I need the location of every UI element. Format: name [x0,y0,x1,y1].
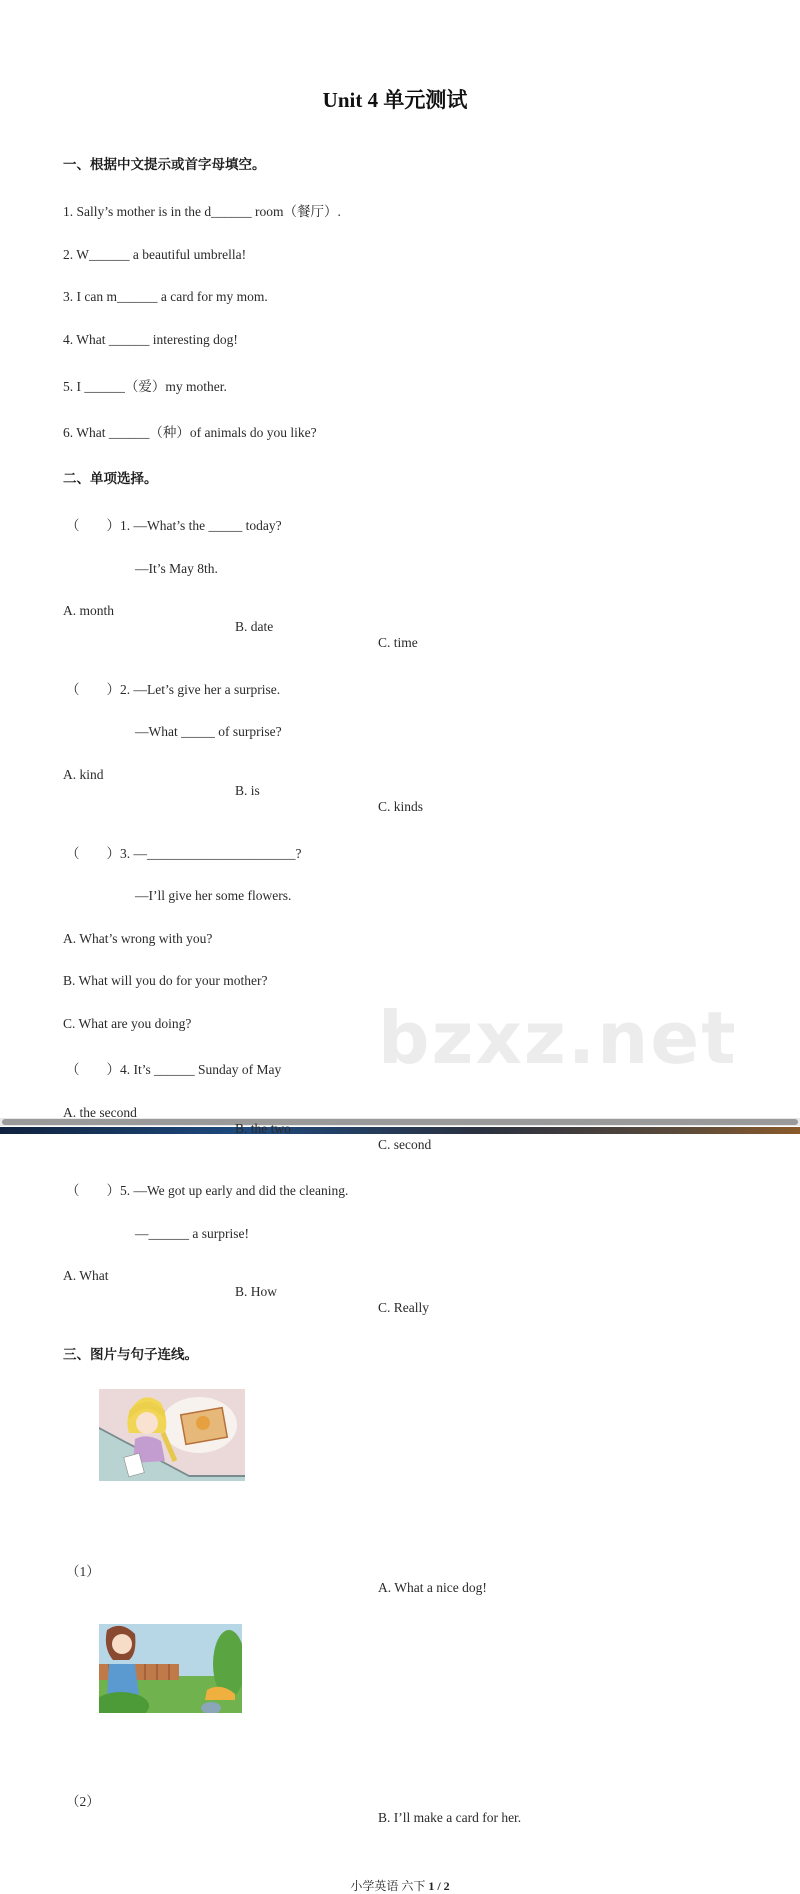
question-2-option-a: A. kind [63,767,104,782]
fill-item-3: 3. I can m______ a card for my mom. [63,289,268,304]
picture-2-label: （2） [66,1794,100,1809]
question-4-option-c: C. second [378,1137,432,1152]
question-5-option-b: B. How [235,1284,278,1299]
question-1-stem: （ ）1. —What’s the _____ today? [66,518,282,533]
picture-woman-and-dog [99,1624,242,1713]
question-2-option-c: C. kinds [378,799,424,814]
fill-item-2: 2. W______ a beautiful umbrella! [63,247,247,262]
question-3-option-c: C. What are you doing? [63,1016,192,1031]
question-3-option-a: A. What’s wrong with you? [63,931,213,946]
question-5-option-c: C. Really [378,1300,429,1315]
footer-subject: 小学英语 六下 [350,1879,429,1893]
question-2-reply: —What _____ of surprise? [135,724,282,739]
question-1-option-a: A. month [63,603,115,618]
watermark: bzxz.net [378,996,738,1080]
question-5-reply: —______ a surprise! [135,1226,249,1241]
question-2-option-b: B. is [235,783,260,798]
question-2-stem: （ ）2. —Let’s give her a surprise. [66,682,281,697]
sentence-a: A. What a nice dog! [378,1580,487,1595]
fill-item-1: 1. Sally’s mother is in the d______ room（餐厅）. [63,204,341,219]
fill-item-6: 6. What ______（种）of animals do you like? [63,425,317,440]
sentence-b: B. I’ll make a card for her. [378,1810,522,1825]
question-5-stem: （ ）5. —We got up early and did the cleaning. [66,1183,349,1198]
page-title: Unit 4 单元测试 [322,88,468,112]
fill-item-5: 5. I ______（爱）my mother. [63,379,227,394]
fill-item-4: 4. What ______ interesting dog! [63,332,238,347]
question-4-option-a: A. the second [63,1105,137,1120]
question-3-option-b: B. What will you do for your mother? [63,973,268,988]
question-3-reply: —I’ll give her some flowers. [135,888,292,903]
picture-1-label: （1） [66,1564,100,1579]
question-1-reply: —It’s May 8th. [135,561,218,576]
question-1-option-c: C. time [378,635,418,650]
page-number: 1 / 2 [428,1879,450,1893]
question-4-option-b: B. the two [235,1121,291,1136]
section1-heading: 一、根据中文提示或首字母填空。 [63,157,266,173]
question-4-stem: （ ）4. It’s ______ Sunday of May [66,1062,282,1077]
question-3-stem: （ ）3. —______________________? [66,846,302,861]
section3-heading: 三、图片与句子连线。 [63,1347,198,1363]
question-5-option-a: A. What [63,1268,109,1283]
question-1-option-b: B. date [235,619,274,634]
page-footer [0,1877,800,1894]
picture-girl-making-card [99,1389,245,1481]
section2-heading: 二、单项选择。 [63,471,158,487]
